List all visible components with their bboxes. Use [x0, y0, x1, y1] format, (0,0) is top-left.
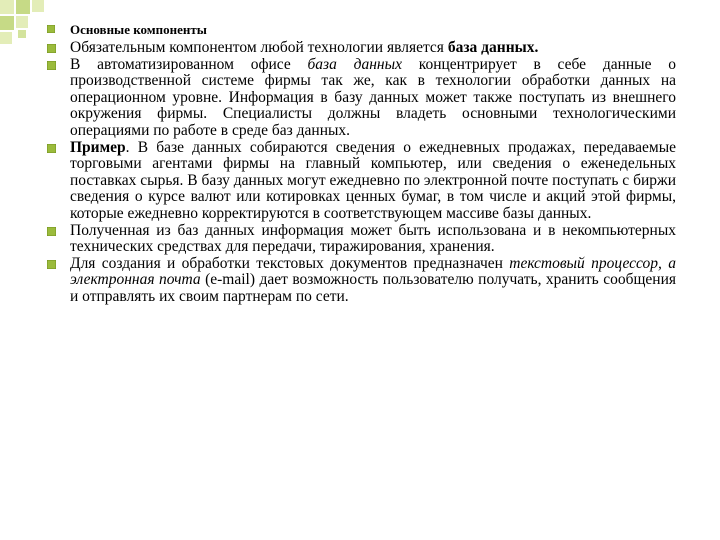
slide-heading-text: Основные компоненты	[70, 22, 207, 37]
square-bullet-icon	[47, 260, 56, 269]
decoration-square	[0, 0, 14, 14]
bullet-item	[44, 140, 676, 223]
bullet-item	[44, 223, 676, 256]
item-text-segment: Для создания и обработки текстовых документов предназначен	[70, 254, 510, 272]
item-text-segment: . В базе данных собираются сведения о ежедневных продажах, передаваемые торговыми агентами фирмы на главный компьютер, или сведения о еженедельных поставках сырья. В базу данных могут ежедневно по электронной почте поступать с биржи сведения о курсе валют или котировках ценных бумаг, в том числе и акций этой фирмы, которые ежедневно корректируются в соответствующем массиве базы данных.	[70, 138, 676, 222]
item-text-segment: (e-mail) дает возможность пользователю получать, хранить сообщения и отправлять их своим партнерам по сети.	[70, 271, 676, 305]
decoration-square	[0, 32, 12, 44]
item-text-segment: база данных	[307, 55, 402, 73]
square-bullet-icon	[47, 25, 55, 33]
decoration-square	[0, 16, 14, 30]
decoration-square	[18, 30, 26, 38]
square-bullet-icon	[47, 44, 56, 53]
square-bullet-icon	[47, 227, 56, 236]
item-text-segment: Пример	[70, 138, 126, 156]
bullet-list	[44, 40, 676, 306]
decoration-square	[32, 0, 44, 12]
item-text-segment: В автоматизированном офисе	[70, 55, 308, 73]
item-text-segment: Полученная из баз данных информация может быть использована и в некомпьютерных технических средствах для передачи, тиражирования, хранения.	[70, 221, 676, 256]
slide-content	[44, 22, 676, 306]
decoration-square	[16, 16, 28, 28]
square-bullet-icon	[47, 61, 56, 70]
item-text-segment: Обязательным компонентом любой технологии является	[70, 39, 448, 56]
square-bullet-icon	[47, 144, 56, 153]
bullet-item	[44, 57, 676, 140]
item-text-segment: концентрирует в себе данные о производственной системе фирмы так же, как в технологии обработки данных на операционном уровне. Информация в базу данных может также поступать из внешнего окружения фирмы. Специалисты должны владеть основными технологическими операциями по работе в среде баз данных.	[70, 55, 676, 139]
decoration-square	[16, 0, 30, 14]
slide-heading	[44, 22, 676, 37]
bullet-item	[44, 256, 676, 306]
bullet-item	[44, 40, 676, 57]
item-text-segment: база данных.	[447, 39, 539, 56]
item-text-segment: текстовый процессор, а электронная почта	[70, 254, 676, 289]
